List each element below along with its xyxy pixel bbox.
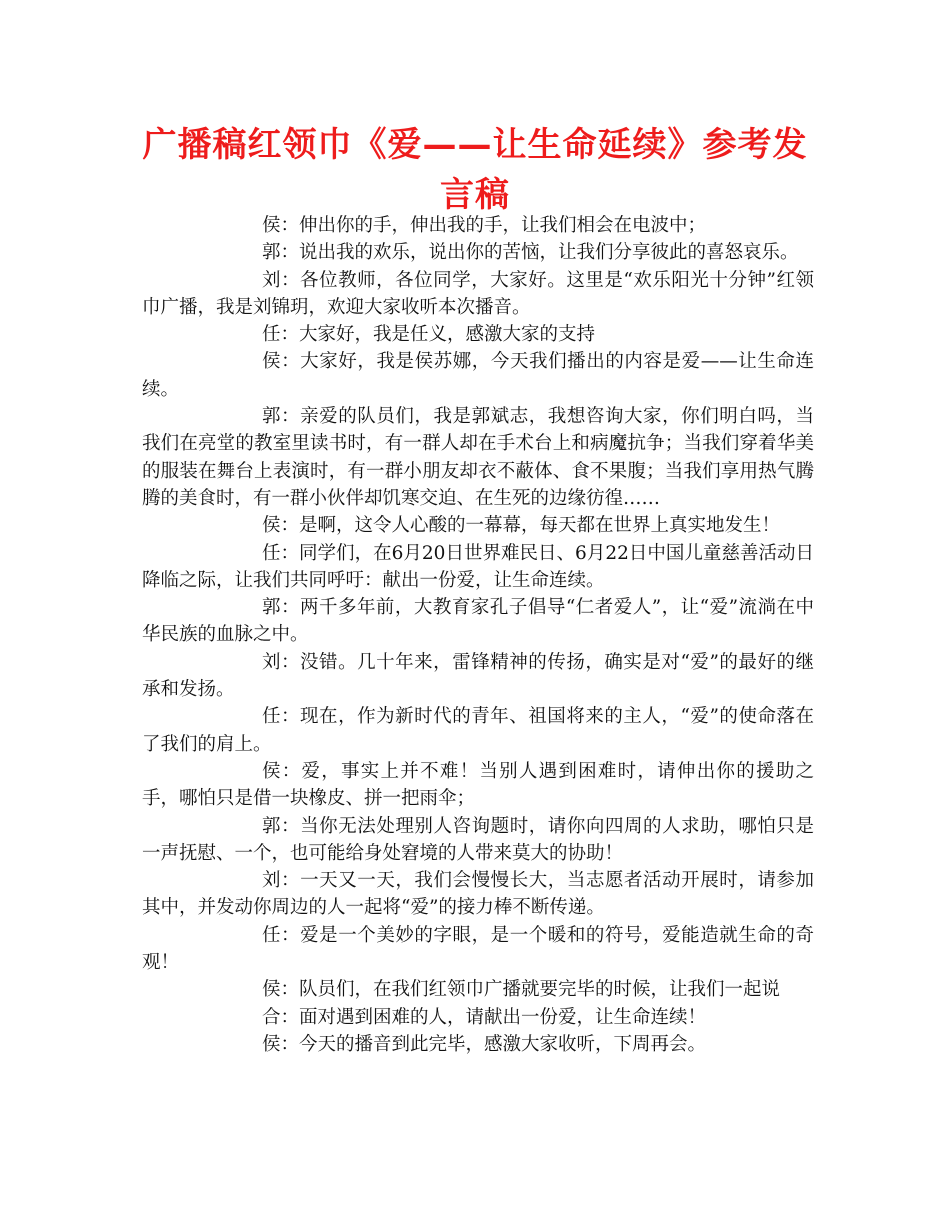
paragraph: 任：大家好，我是任义，感激大家的支持 (262, 324, 596, 346)
paragraph: 郭：当你无法处理别人咨询题时，请你向四周的人求助，哪怕只是一声抚慰、一个，也可能给身处窘境的人带来莫大的协助！ (142, 815, 814, 864)
paragraph: 合：面对遇到困难的人，请献出一份爱，让生命连续！ (262, 1006, 707, 1028)
paragraph: 郭：亲爱的队员们，我是郭斌志，我想咨询大家，你们明白吗，当我们在亮堂的教室里读书时，有一群人却在手术台上和病魔抗争；当我们穿着华美的服装在舞台上表演时，有一群小朋友却衣不蔽体、食不果腹；当我们享用热气腾腾的美食时，有一群小伙伴却饥寒交迫、在生死的边缘彷徨…… (142, 406, 814, 509)
document-body (142, 212, 814, 1058)
document-title: 广播稿红领巾《爱——让生命延续》参考发言稿 (142, 125, 808, 215)
paragraph: 任：爱是一个美妙的字眼，是一个暖和的符号，爱能造就生命的奇观！ (142, 924, 814, 974)
paragraph: 任：现在，作为新时代的青年、祖国将来的主人，“爱”的使命落在了我们的肩上。 (142, 706, 814, 755)
paragraph: 侯：队员们，在我们红领巾广播就要完毕的时候，让我们一起说 (262, 979, 781, 1001)
paragraph: 侯：伸出你的手，伸出我的手，让我们相会在电波中； (262, 215, 707, 236)
paragraph: 刘：一天又一天，我们会慢慢长大，当志愿者活动开展时，请参加其中，并发动你周边的人一起将“爱”的接力棒不断传递。 (142, 870, 814, 919)
paragraph: 侯：是啊，这令人心酸的一幕幕，每天都在世界上真实地发生！ (262, 515, 781, 537)
paragraph: 刘：各位教师，各位同学，大家好。这里是“欢乐阳光十分钟”红领巾广播，我是刘锦玥，欢迎大家收听本次播音。 (142, 269, 814, 318)
paragraph: 郭：两千多年前，大教育家孔子倡导“仁者爱人”，让“爱”流淌在中华民族的血脉之中。 (142, 597, 814, 646)
paragraph: 刘：没错。几十年来，雷锋精神的传扬，确实是对“爱”的最好的继承和发扬。 (142, 651, 814, 701)
paragraph: 侯：今天的播音到此完毕，感激大家收听，下周再会。 (262, 1033, 707, 1055)
paragraph: 任：同学们，在6月20日世界难民日、6月22日中国儿童慈善活动日降临之际，让我们共同呼吁：献出一份爱，让生命连续。 (142, 542, 814, 591)
paragraph: 郭：说出我的欢乐，说出你的苦恼，让我们分享彼此的喜怒哀乐。 (262, 242, 799, 264)
paragraph: 侯：大家好，我是侯苏娜，今天我们播出的内容是爱——让生命连续。 (142, 351, 814, 400)
paragraph: 侯：爱，事实上并不难！当别人遇到困难时，请伸出你的援助之手，哪怕只是借一块橡皮、拼一把雨伞； (142, 760, 814, 810)
